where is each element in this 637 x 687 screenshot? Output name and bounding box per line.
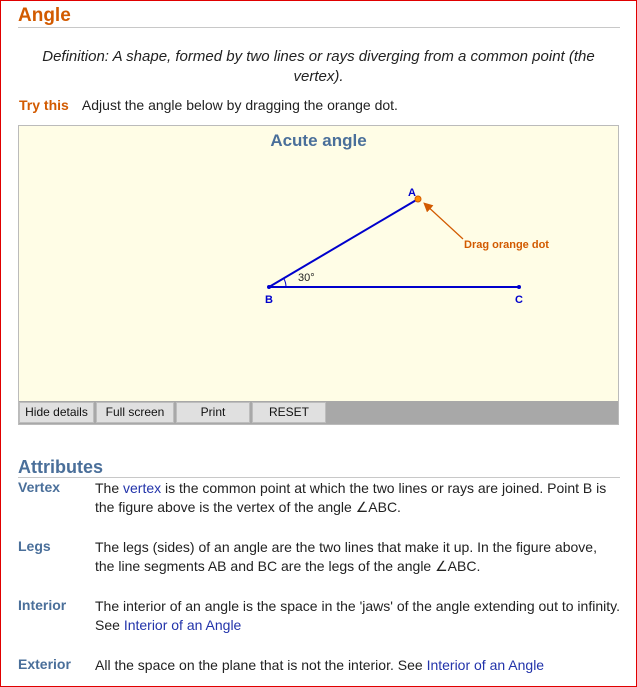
angle-measure: 30° (298, 272, 315, 284)
applet-toolbar (19, 401, 618, 424)
title-divider (18, 27, 620, 28)
term-interior: Interior (18, 597, 67, 613)
interior-link[interactable]: Interior of an Angle (123, 617, 242, 633)
applet-title: Acute angle (270, 131, 367, 150)
desc-interior-text: The interior of an angle is the space in the 'jaws' of the angle extending out to infinity. See (95, 598, 620, 633)
reset-button[interactable]: RESET (252, 402, 326, 423)
desc-interior (95, 597, 620, 635)
definition-text: Definition: A shape, formed by two lines or rays diverging from a common point (the vertex). (42, 48, 595, 85)
point-b-dot (267, 285, 271, 289)
page-title: Angle (18, 5, 71, 26)
attributes-divider (18, 477, 620, 478)
attributes-heading: Attributes (18, 457, 103, 477)
drag-hint-arrow (425, 204, 463, 239)
try-this-text: Adjust the angle below by dragging the orange dot. (81, 97, 398, 113)
try-this-label: Try this (19, 97, 69, 113)
full-screen-button[interactable]: Full screen (96, 402, 174, 423)
try-this-row (19, 97, 398, 113)
desc-legs: The legs (sides) of an angle are the two lines that make it up. In the figure above, the line segments AB and BC are the legs of the angle ∠ABC. (95, 539, 597, 574)
term-exterior: Exterior (18, 656, 71, 672)
angle-diagram (19, 126, 618, 401)
angle-arc (284, 278, 286, 287)
label-a: A (408, 187, 416, 199)
vertex-link[interactable]: vertex (123, 480, 162, 496)
angle-applet (18, 125, 619, 425)
label-c: C (515, 294, 523, 306)
desc-vertex (95, 479, 620, 517)
desc-vertex-pre: The (95, 480, 124, 496)
term-legs: Legs (18, 538, 51, 554)
drag-hint-label: Drag orange dot (464, 239, 549, 251)
leg-ba (269, 199, 418, 287)
point-c-dot (517, 285, 521, 289)
exterior-interior-link[interactable]: Interior of an Angle (426, 657, 545, 673)
desc-vertex-post: is the common point at which the two lines or rays are joined. Point B is the figure above is the vertex of the angle ∠ABC. (95, 480, 607, 515)
desc-exterior (95, 656, 620, 675)
label-b: B (265, 294, 273, 306)
hide-details-button[interactable]: Hide details (19, 402, 94, 423)
term-vertex: Vertex (18, 479, 61, 495)
print-button[interactable]: Print (176, 402, 250, 423)
desc-exterior-text: All the space on the plane that is not the interior. See (95, 657, 427, 673)
